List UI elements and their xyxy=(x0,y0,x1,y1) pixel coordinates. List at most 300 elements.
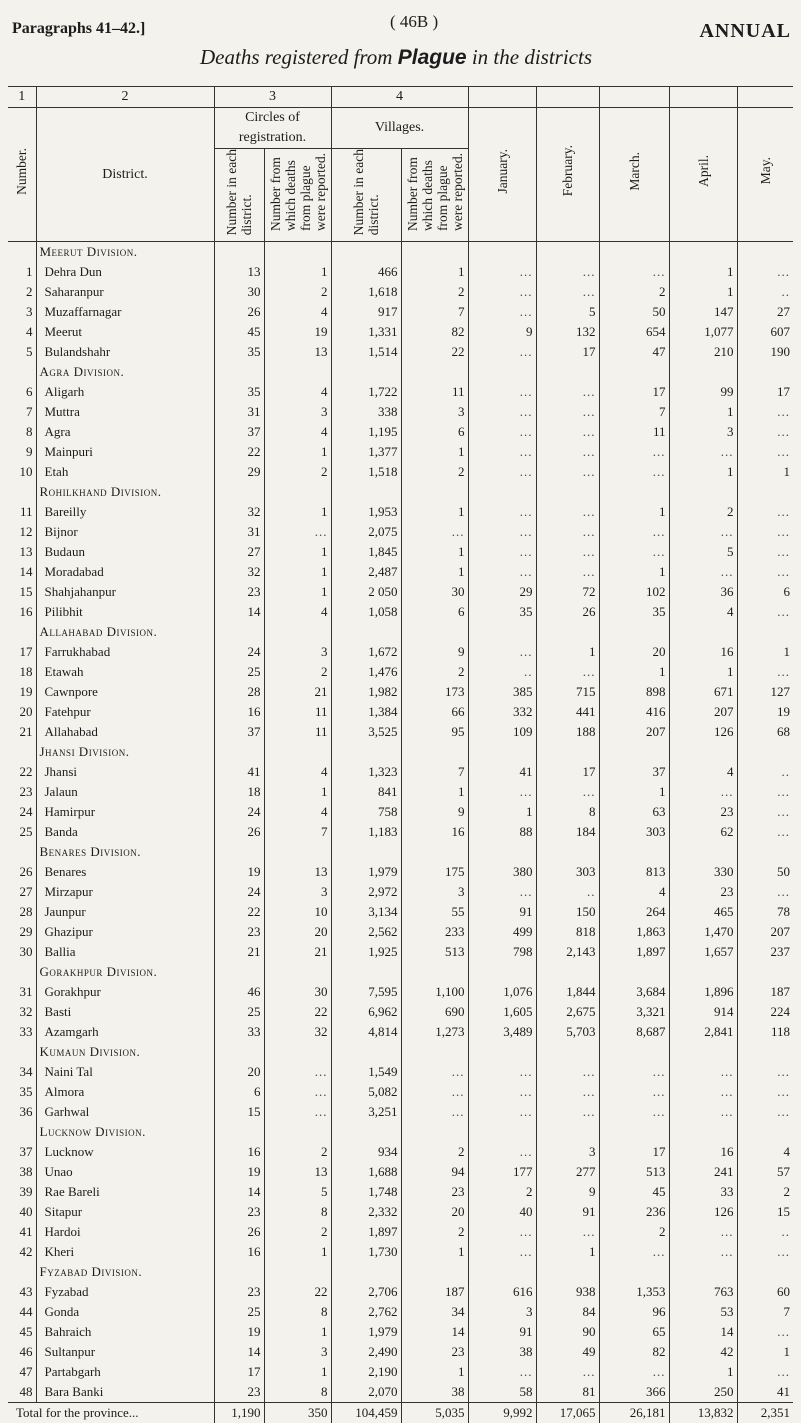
villages-each-cell: 7,595 xyxy=(331,982,401,1002)
title-bold: Plague xyxy=(397,46,467,69)
march-cell: ... xyxy=(599,442,669,462)
table-row xyxy=(8,422,793,442)
district-name: Fatehpur xyxy=(36,702,214,722)
march-cell: 63 xyxy=(599,802,669,822)
empty-cell xyxy=(468,1042,536,1062)
march-cell: 50 xyxy=(599,302,669,322)
circles-each-cell: 26 xyxy=(214,1222,264,1242)
villages-plague-cell: 6 xyxy=(401,422,468,442)
table-row xyxy=(8,942,793,962)
february-cell: 72 xyxy=(536,582,599,602)
circles-each-cell: 24 xyxy=(214,882,264,902)
may-cell: ... xyxy=(737,402,793,422)
table-row xyxy=(8,902,793,922)
table-body xyxy=(8,242,793,1403)
row-number: 17 xyxy=(19,644,33,660)
circles-plague-cell: ... xyxy=(264,522,331,542)
april-cell: 23 xyxy=(669,882,737,902)
colnum-3: 3 xyxy=(214,87,331,108)
empty-cell xyxy=(737,482,793,502)
march-cell: 1,863 xyxy=(599,922,669,942)
villages-plague-cell: 82 xyxy=(401,322,468,342)
february-cell: 8 xyxy=(536,802,599,822)
row-number: 16 xyxy=(19,604,33,620)
february-cell: 84 xyxy=(536,1302,599,1322)
february-cell: ... xyxy=(536,782,599,802)
empty-cell xyxy=(536,742,599,762)
district-name: Hamirpur xyxy=(36,802,214,822)
table-row xyxy=(8,1302,793,1322)
february-cell: 441 xyxy=(536,702,599,722)
march-cell: 1 xyxy=(599,782,669,802)
april-cell: ... xyxy=(669,1222,737,1242)
may-cell: ... xyxy=(737,602,793,622)
table-row xyxy=(8,1162,793,1182)
circles-each-cell: 26 xyxy=(214,822,264,842)
empty-cell xyxy=(669,622,737,642)
district-name: Gonda xyxy=(36,1302,214,1322)
district-name: Bahraich xyxy=(36,1322,214,1342)
march-cell: 513 xyxy=(599,1162,669,1182)
february-cell: 1 xyxy=(536,642,599,662)
january-cell: 91 xyxy=(468,1322,536,1342)
circles-plague-cell: 8 xyxy=(264,1382,331,1403)
empty-cell xyxy=(468,742,536,762)
division-row xyxy=(8,842,793,862)
empty-cell xyxy=(468,962,536,982)
circles-each-cell: 19 xyxy=(214,1322,264,1342)
circles-each-cell: 26 xyxy=(214,302,264,322)
april-cell: 671 xyxy=(669,682,737,702)
circles-plague-cell: 21 xyxy=(264,682,331,702)
circles-number-header: Number in each district. xyxy=(224,149,254,236)
villages-each-cell: 2,190 xyxy=(331,1362,401,1382)
villages-plague-cell: 7 xyxy=(401,302,468,322)
february-cell: ... xyxy=(536,462,599,482)
march-cell: 3,321 xyxy=(599,1002,669,1022)
table-row xyxy=(8,982,793,1002)
empty-cell xyxy=(214,482,264,502)
february-cell: ... xyxy=(536,502,599,522)
circles-plague-cell: 2 xyxy=(264,462,331,482)
may-cell: 57 xyxy=(737,1162,793,1182)
empty-cell xyxy=(264,1262,331,1282)
villages-plague-cell: 187 xyxy=(401,1282,468,1302)
villages-plague-cell: 30 xyxy=(401,582,468,602)
villages-plague-cell: 1,273 xyxy=(401,1022,468,1042)
february-cell: 26 xyxy=(536,602,599,622)
february-cell: 184 xyxy=(536,822,599,842)
villages-plague-cell: 173 xyxy=(401,682,468,702)
empty-cell xyxy=(468,622,536,642)
villages-plague-cell: 34 xyxy=(401,1302,468,1322)
empty-cell xyxy=(214,1262,264,1282)
row-number: 43 xyxy=(19,1284,33,1300)
february-cell: 277 xyxy=(536,1162,599,1182)
april-cell: 763 xyxy=(669,1282,737,1302)
empty-cell xyxy=(401,842,468,862)
villages-plague-cell: 2 xyxy=(401,282,468,302)
circles-each-cell: 37 xyxy=(214,722,264,742)
circles-plague-cell: 30 xyxy=(264,982,331,1002)
empty-cell xyxy=(599,1262,669,1282)
villages-each-cell: 1,672 xyxy=(331,642,401,662)
district-name: Ballia xyxy=(36,942,214,962)
circles-each-cell: 16 xyxy=(214,1142,264,1162)
district-name: Hardoi xyxy=(36,1222,214,1242)
empty-cell xyxy=(401,622,468,642)
villages-plague-cell: 22 xyxy=(401,342,468,362)
villages-each-cell: 1,748 xyxy=(331,1182,401,1202)
january-cell: ... xyxy=(468,882,536,902)
division-name: Meerut Division. xyxy=(36,242,214,263)
villages-each-cell: 2,487 xyxy=(331,562,401,582)
circles-each-cell: 33 xyxy=(214,1022,264,1042)
circles-each-cell: 6 xyxy=(214,1082,264,1102)
row-number: 8 xyxy=(26,424,33,440)
empty-cell xyxy=(737,1122,793,1142)
april-cell: 2 xyxy=(669,502,737,522)
march-cell: 366 xyxy=(599,1382,669,1403)
table-row xyxy=(8,522,793,542)
division-row xyxy=(8,482,793,502)
row-number: 33 xyxy=(19,1024,33,1040)
empty-cell xyxy=(401,482,468,502)
april-cell: 126 xyxy=(669,1202,737,1222)
circles-plague-cell: 19 xyxy=(264,322,331,342)
april-cell: 1 xyxy=(669,282,737,302)
division-name: Kumaun Division. xyxy=(36,1042,214,1062)
total-label: Total for the province... xyxy=(8,1403,214,1423)
february-cell: 2,675 xyxy=(536,1002,599,1022)
january-cell: 38 xyxy=(468,1342,536,1362)
april-cell: ... xyxy=(669,1102,737,1122)
table-row xyxy=(8,682,793,702)
table-row xyxy=(8,1242,793,1262)
january-cell: 616 xyxy=(468,1282,536,1302)
table-row xyxy=(8,382,793,402)
villages-each-cell: 1,618 xyxy=(331,282,401,302)
district-name: Lucknow xyxy=(36,1142,214,1162)
march-cell: ... xyxy=(599,262,669,282)
circles-each-cell: 23 xyxy=(214,1382,264,1403)
may-cell: ... xyxy=(737,1062,793,1082)
villages-plague-cell: 1 xyxy=(401,1242,468,1262)
march-cell: 1 xyxy=(599,662,669,682)
circles-plague-cell: 5 xyxy=(264,1182,331,1202)
march-cell: 2 xyxy=(599,282,669,302)
division-name: Rohilkhand Division. xyxy=(36,482,214,502)
april-cell: ... xyxy=(669,522,737,542)
circles-plague-cell: 4 xyxy=(264,602,331,622)
circles-plague-cell: ... xyxy=(264,1102,331,1122)
total-circles-each: 1,190 xyxy=(214,1403,264,1423)
division-name: Allahabad Division. xyxy=(36,622,214,642)
villages-each-cell: 1,377 xyxy=(331,442,401,462)
may-cell: 607 xyxy=(737,322,793,342)
villages-plague-cell: 1 xyxy=(401,562,468,582)
circles-each-cell: 23 xyxy=(214,1282,264,1302)
circles-each-cell: 24 xyxy=(214,642,264,662)
march-cell: 8,687 xyxy=(599,1022,669,1042)
february-cell: 3 xyxy=(536,1142,599,1162)
empty-cell xyxy=(331,1042,401,1062)
april-cell: 14 xyxy=(669,1322,737,1342)
column-number-row xyxy=(8,87,793,108)
january-cell: 3,489 xyxy=(468,1022,536,1042)
table-row xyxy=(8,922,793,942)
january-cell: ... xyxy=(468,522,536,542)
plague-deaths-table xyxy=(8,86,793,1423)
may-cell: ... xyxy=(737,502,793,522)
villages-plague-cell: ... xyxy=(401,1082,468,1102)
villages-each-cell: 1,518 xyxy=(331,462,401,482)
villages-each-cell: 338 xyxy=(331,402,401,422)
april-cell: 53 xyxy=(669,1302,737,1322)
villages-plague-cell: 233 xyxy=(401,922,468,942)
district-name: Farrukhabad xyxy=(36,642,214,662)
circles-plague-cell: 22 xyxy=(264,1002,331,1022)
table-row xyxy=(8,722,793,742)
empty-cell xyxy=(737,1042,793,1062)
march-cell: ... xyxy=(599,462,669,482)
empty-cell xyxy=(401,362,468,382)
villages-plague-cell: 3 xyxy=(401,402,468,422)
february-cell: ... xyxy=(536,562,599,582)
march-cell: 37 xyxy=(599,762,669,782)
circles-each-cell: 46 xyxy=(214,982,264,1002)
row-number: 30 xyxy=(19,944,33,960)
march-cell: 65 xyxy=(599,1322,669,1342)
circles-plague-cell: 11 xyxy=(264,722,331,742)
district-name: Bareilly xyxy=(36,502,214,522)
may-cell: ... xyxy=(737,522,793,542)
february-cell: 91 xyxy=(536,1202,599,1222)
villages-each-cell: 1,953 xyxy=(331,502,401,522)
january-cell: ... xyxy=(468,402,536,422)
circles-each-cell: 20 xyxy=(214,1062,264,1082)
january-cell: 40 xyxy=(468,1202,536,1222)
villages-number-header: Number in each district. xyxy=(351,149,381,236)
row-number: 36 xyxy=(19,1104,33,1120)
villages-plague-cell: 1 xyxy=(401,262,468,282)
march-header: March. xyxy=(626,151,642,191)
february-cell: 17 xyxy=(536,342,599,362)
february-cell: 818 xyxy=(536,922,599,942)
district-name: Almora xyxy=(36,1082,214,1102)
district-name: Cawnpore xyxy=(36,682,214,702)
march-cell: 654 xyxy=(599,322,669,342)
table-row xyxy=(8,1362,793,1382)
empty-cell xyxy=(214,1122,264,1142)
march-cell: 2 xyxy=(599,1222,669,1242)
circles-plague-cell: 4 xyxy=(264,422,331,442)
circles-each-cell: 13 xyxy=(214,262,264,282)
march-cell: ... xyxy=(599,1102,669,1122)
february-cell: ... xyxy=(536,1222,599,1242)
group-header-row xyxy=(8,108,793,149)
row-number: 13 xyxy=(19,544,33,560)
division-name: Agra Division. xyxy=(36,362,214,382)
empty-cell xyxy=(737,242,793,263)
may-cell: 15 xyxy=(737,1202,793,1222)
villages-plague-cell: ... xyxy=(401,1102,468,1122)
january-cell: 3 xyxy=(468,1302,536,1322)
may-cell: ... xyxy=(737,262,793,282)
march-cell: 1,353 xyxy=(599,1282,669,1302)
page-number: ( 46B ) xyxy=(390,12,439,31)
empty-cell xyxy=(536,1122,599,1142)
circles-each-cell: 23 xyxy=(214,922,264,942)
villages-plague-cell: 1 xyxy=(401,542,468,562)
february-cell: 5 xyxy=(536,302,599,322)
villages-plague-cell: 38 xyxy=(401,1382,468,1403)
march-cell: 35 xyxy=(599,602,669,622)
row-number: 18 xyxy=(19,664,33,680)
may-cell: ... xyxy=(737,442,793,462)
march-cell: 1 xyxy=(599,562,669,582)
district-name: Banda xyxy=(36,822,214,842)
march-cell: ... xyxy=(599,542,669,562)
villages-each-cell: 1,331 xyxy=(331,322,401,342)
empty-cell xyxy=(599,482,669,502)
empty-cell xyxy=(264,242,331,263)
circles-each-cell: 41 xyxy=(214,762,264,782)
row-number: 11 xyxy=(19,504,33,520)
february-cell: 715 xyxy=(536,682,599,702)
villages-plague-cell: 690 xyxy=(401,1002,468,1022)
district-name: Shahjahanpur xyxy=(36,582,214,602)
table-row xyxy=(8,322,793,342)
villages-plague-header: Number from which deaths from plague were reported. xyxy=(404,153,465,232)
january-cell: ... xyxy=(468,542,536,562)
january-cell: ... xyxy=(468,642,536,662)
row-number: 32 xyxy=(19,1004,33,1020)
april-cell: 147 xyxy=(669,302,737,322)
division-row xyxy=(8,622,793,642)
empty-cell xyxy=(669,962,737,982)
villages-plague-cell: 9 xyxy=(401,802,468,822)
april-cell: 33 xyxy=(669,1182,737,1202)
villages-each-cell: 1,549 xyxy=(331,1062,401,1082)
february-cell: 938 xyxy=(536,1282,599,1302)
may-cell: 41 xyxy=(737,1382,793,1403)
may-cell: ... xyxy=(737,802,793,822)
circles-plague-cell: 1 xyxy=(264,1362,331,1382)
villages-each-cell: 841 xyxy=(331,782,401,802)
district-name: Partabgarh xyxy=(36,1362,214,1382)
january-cell: ... xyxy=(468,1222,536,1242)
empty-cell xyxy=(669,1042,737,1062)
april-cell: 16 xyxy=(669,642,737,662)
march-cell: 4 xyxy=(599,882,669,902)
table-row xyxy=(8,822,793,842)
april-cell: 2,841 xyxy=(669,1022,737,1042)
february-cell: 49 xyxy=(536,1342,599,1362)
villages-each-cell: 1,183 xyxy=(331,822,401,842)
division-spacer xyxy=(8,362,36,382)
january-cell: ... xyxy=(468,462,536,482)
april-cell: ... xyxy=(669,1242,737,1262)
row-number: 24 xyxy=(19,804,33,820)
may-cell: ... xyxy=(737,1102,793,1122)
district-name: Garhwal xyxy=(36,1102,214,1122)
villages-plague-cell: 513 xyxy=(401,942,468,962)
april-cell: 1 xyxy=(669,462,737,482)
may-cell: 7 xyxy=(737,1302,793,1322)
villages-each-cell: 2 050 xyxy=(331,582,401,602)
row-number: 7 xyxy=(26,404,33,420)
january-cell: ... xyxy=(468,342,536,362)
empty-cell xyxy=(468,482,536,502)
empty-cell xyxy=(599,842,669,862)
district-name: Agra xyxy=(36,422,214,442)
total-february: 17,065 xyxy=(536,1403,599,1423)
circles-plague-cell: 1 xyxy=(264,442,331,462)
table-row xyxy=(8,1282,793,1302)
villages-each-cell: 2,706 xyxy=(331,1282,401,1302)
row-number: 10 xyxy=(19,464,33,480)
empty-cell xyxy=(737,742,793,762)
row-number: 21 xyxy=(19,724,33,740)
empty-cell xyxy=(264,842,331,862)
division-row xyxy=(8,1262,793,1282)
table-row xyxy=(8,1382,793,1403)
empty-cell xyxy=(214,242,264,263)
circles-each-cell: 21 xyxy=(214,942,264,962)
villages-each-cell: 1,195 xyxy=(331,422,401,442)
march-cell: 11 xyxy=(599,422,669,442)
empty-cell xyxy=(669,742,737,762)
table-row xyxy=(8,1222,793,1242)
district-name: Moradabad xyxy=(36,562,214,582)
may-cell: 78 xyxy=(737,902,793,922)
april-cell: 1,896 xyxy=(669,982,737,1002)
circles-each-cell: 27 xyxy=(214,542,264,562)
division-row xyxy=(8,1042,793,1062)
april-cell: 1,657 xyxy=(669,942,737,962)
row-number: 29 xyxy=(19,924,33,940)
villages-plague-cell: 95 xyxy=(401,722,468,742)
empty-cell xyxy=(669,482,737,502)
march-cell: 813 xyxy=(599,862,669,882)
january-cell: ... xyxy=(468,782,536,802)
february-cell: 81 xyxy=(536,1382,599,1403)
circles-plague-cell: 1 xyxy=(264,782,331,802)
circles-header: Circles of registration. xyxy=(214,108,331,149)
district-name: Bulandshahr xyxy=(36,342,214,362)
circles-plague-cell: 2 xyxy=(264,1222,331,1242)
circles-each-cell: 29 xyxy=(214,462,264,482)
circles-plague-cell: 32 xyxy=(264,1022,331,1042)
january-cell: ... xyxy=(468,1082,536,1102)
april-cell: 465 xyxy=(669,902,737,922)
may-cell: 237 xyxy=(737,942,793,962)
villages-each-cell: 3,251 xyxy=(331,1102,401,1122)
row-number: 3 xyxy=(26,304,33,320)
circles-each-cell: 23 xyxy=(214,1202,264,1222)
table-title xyxy=(200,45,592,70)
circles-plague-cell: 2 xyxy=(264,1142,331,1162)
april-cell: 4 xyxy=(669,602,737,622)
may-cell: 2 xyxy=(737,1182,793,1202)
villages-plague-cell: 14 xyxy=(401,1322,468,1342)
march-cell: 416 xyxy=(599,702,669,722)
district-name: Budaun xyxy=(36,542,214,562)
row-number: 6 xyxy=(26,384,33,400)
march-cell: 20 xyxy=(599,642,669,662)
january-cell: 1,605 xyxy=(468,1002,536,1022)
